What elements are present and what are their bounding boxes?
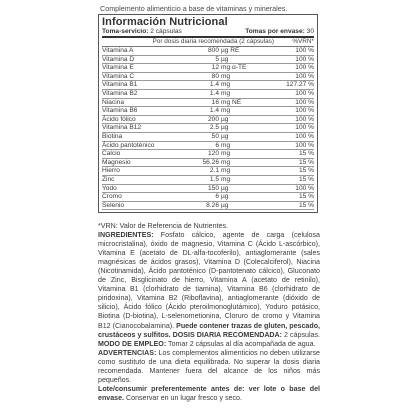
nutrient-table: [102, 47, 314, 210]
nutrition-facts-panel: [98, 14, 318, 213]
nutrient-row: [102, 47, 314, 55]
warnings-text: Los complementos alimenticios no deben utilizarse como sustituto de una dieta equilibrada. No superar la dosis diaria recomendada. Mantener fuera del alcance de los niños más pequeños.: [98, 348, 320, 384]
nutrient-amount: 1.5: [197, 175, 221, 184]
nutrient-name: Yodo: [102, 184, 197, 193]
warnings-label: ADVERTENCIAS:: [98, 348, 157, 357]
nutrient-vrn: 100 %: [261, 141, 314, 150]
nutrient-amount: 1.4: [197, 89, 221, 98]
usage-text: Tomar 2 cápsulas al día acompañada de agua.: [166, 339, 316, 348]
nutrient-vrn: 100 %: [261, 55, 314, 64]
nutrient-amount: 6: [197, 141, 221, 150]
nutrient-amount: 56.26: [197, 158, 221, 167]
lot-label: Lote/consumir preferentemente antes de: ver lote o base del envase.: [98, 384, 320, 402]
nutrient-row: [102, 107, 314, 116]
vrn-header: %VRN*: [292, 38, 314, 45]
serving-label: Toma-servicio:: [102, 28, 149, 35]
nutrient-unit: µg: [221, 184, 261, 193]
nutrient-name: Vitamina B12: [102, 124, 197, 133]
nutrient-unit: µg: [221, 115, 261, 124]
nutrient-name: Vitamina A: [102, 47, 197, 55]
label-notes: [98, 222, 320, 403]
vrn-footnote: *VRN: Valor de Referencia de Nutrientes.: [98, 222, 228, 230]
nutrient-vrn: 15 %: [261, 193, 314, 202]
nutrient-row: [102, 201, 314, 210]
nutrient-unit: mg α-TE: [221, 64, 261, 73]
nutrient-row: [102, 115, 314, 124]
nutrient-name: Vitamina B6: [102, 107, 197, 116]
nutrient-name: Vitamina B1: [102, 81, 197, 90]
nutrient-unit: mg: [221, 158, 261, 167]
nutrient-amount: 50: [197, 132, 221, 141]
nutrient-row: [102, 55, 314, 64]
nutrient-amount: 2.5: [197, 124, 221, 133]
nutrient-row: [102, 81, 314, 90]
nutrient-unit: mg: [221, 167, 261, 176]
nutrient-name: Hierro: [102, 167, 197, 176]
nutrient-amount: 150: [197, 184, 221, 193]
nutrient-unit: µg: [221, 55, 261, 64]
nutrient-row: [102, 184, 314, 193]
serving-size: [102, 28, 182, 36]
ingredients-paragraph: [98, 231, 320, 349]
usage-label: MODO DE EMPLEO:: [98, 339, 167, 348]
servings-label: Tomas por envase:: [245, 28, 305, 35]
nutrient-row: [102, 64, 314, 73]
nutrient-vrn: 100 %: [261, 107, 314, 116]
nutrient-row: [102, 175, 314, 184]
nutrient-vrn: 15 %: [261, 201, 314, 210]
nutrient-row: [102, 98, 314, 107]
nutrient-amount: 12: [197, 64, 221, 73]
allergen-text: Puede contener trazas de gluten, pescado, crustáceos y sulfitos.: [98, 321, 321, 339]
nutrient-unit: mg NE: [221, 98, 261, 107]
nutrient-name: Biotina: [102, 132, 197, 141]
serving-value: 2 cápsulas: [150, 28, 182, 35]
dose-label: DOSIS DIARIA RECOMENDADA:: [170, 330, 283, 339]
nutrient-row: [102, 124, 314, 133]
nutrient-row: [102, 141, 314, 150]
nutrient-amount: 200: [197, 115, 221, 124]
nutrient-amount: 6: [197, 193, 221, 202]
nutrient-amount: 16: [197, 98, 221, 107]
nutrient-amount: 800: [197, 47, 221, 55]
table-header: [102, 38, 314, 47]
nutrient-name: Magnesio: [102, 158, 197, 167]
nutrient-row: [102, 167, 314, 176]
nutrient-unit: mg: [221, 89, 261, 98]
nutrient-vrn: 100 %: [261, 115, 314, 124]
nutrient-name: Niacina: [102, 98, 197, 107]
nutrient-unit: µg: [221, 201, 261, 210]
nutrient-vrn: 100 %: [261, 47, 314, 55]
nutrient-amount: 5: [197, 55, 221, 64]
nutrient-unit: mg: [221, 107, 261, 116]
warnings-paragraph: [98, 349, 320, 385]
ingredients-label: INGREDIENTES:: [98, 231, 154, 240]
nutrient-name: Ácido fólico: [102, 115, 197, 124]
nutrient-amount: 120: [197, 150, 221, 159]
nutrient-name: Cromo: [102, 193, 197, 202]
nutrient-vrn: 100 %: [261, 184, 314, 193]
nutrient-unit: µg: [221, 193, 261, 202]
nutrient-unit: µg: [221, 132, 261, 141]
servings-value: 30: [306, 28, 314, 35]
nutrient-amount: 80: [197, 72, 221, 81]
nutrient-amount: 1.4: [197, 81, 221, 90]
panel-title: Información Nutricional: [102, 16, 228, 28]
nutrient-unit: µg: [221, 124, 261, 133]
nutrient-vrn: 127.27 %: [261, 81, 314, 90]
nutrient-vrn: 15 %: [261, 167, 314, 176]
nutrient-vrn: 100 %: [261, 124, 314, 133]
nutrient-name: Vitamina E: [102, 64, 197, 73]
dose-text: 2 cápsulas.: [282, 330, 320, 339]
nutrient-amount: 1.4: [197, 107, 221, 116]
nutrient-name: Zinc: [102, 175, 197, 184]
nutrient-row: [102, 193, 314, 202]
per-dose-header: Por dosis diaria recomendada (2 cápsulas): [152, 38, 274, 45]
servings-per-container: [245, 28, 314, 36]
nutrient-unit: mg: [221, 81, 261, 90]
nutrient-unit: mg: [221, 141, 261, 150]
nutrient-row: [102, 89, 314, 98]
ingredients-text: Fosfato cálcico, agente de carga (celulosa microcristalina), óxido de magnesio, Vitamina C (Ácido L-ascórbico), Vitamina E (acetato de DL-alfa-tocoferilo), antiaglomerante (sales magnésicas de ácidos grasos), Vitamina D (Colecalciferol), Niacina (Nicotinamida), Ácido pantoténico (D-pantotenato cálcico), Gluconato de Zinc, Bisglicinato de hierro, Vitamina A (acetato de retinilo), Vitamina B1 (clorhidrato de tiamina), Vitamina B6 (clorhidrato de piridoxina), Vitamina B2 (Riboflavina), antiaglomerante (dióxido de silicio), Ácido fólico (Ácido pteroilmonoglutámico), Yoduro potásico, Biotina (D-biotina), L-selenometionina, Cloruro de cromo y Vitamina B12 (Cianocobalamina).: [98, 231, 320, 330]
nutrient-unit: mg: [221, 72, 261, 81]
lot-paragraph: [98, 385, 320, 403]
serving-row: [102, 28, 314, 38]
nutrient-amount: 8.26: [197, 201, 221, 210]
nutrient-vrn: 15 %: [261, 175, 314, 184]
nutrient-vrn: 100 %: [261, 72, 314, 81]
nutrient-row: [102, 158, 314, 167]
nutrient-vrn: 100 %: [261, 132, 314, 141]
nutrient-vrn: 15 %: [261, 150, 314, 159]
nutrient-amount: 2.1: [197, 167, 221, 176]
nutrient-vrn: 100 %: [261, 64, 314, 73]
nutrient-name: Vitamina C: [102, 72, 197, 81]
nutrient-vrn: 15 %: [261, 158, 314, 167]
nutrient-name: Selenio: [102, 201, 197, 210]
nutrient-unit: mg: [221, 175, 261, 184]
nutrient-row: [102, 150, 314, 159]
nutrient-name: Vitamina D: [102, 55, 197, 64]
intro-text: Complemento alimenticio a base de vitaminas y minerales.: [100, 4, 288, 13]
nutrient-unit: mg: [221, 150, 261, 159]
nutrient-row: [102, 132, 314, 141]
nutrient-vrn: 100 %: [261, 98, 314, 107]
lot-text: Conservar en un lugar fresco y seco.: [124, 393, 242, 402]
nutrient-name: Ácido pantoténico: [102, 141, 197, 150]
nutrient-row: [102, 72, 314, 81]
nutrient-unit: µg RE: [221, 47, 261, 55]
nutrient-vrn: 100 %: [261, 89, 314, 98]
nutrient-name: Vitamina B2: [102, 89, 197, 98]
nutrient-name: Calcio: [102, 150, 197, 159]
